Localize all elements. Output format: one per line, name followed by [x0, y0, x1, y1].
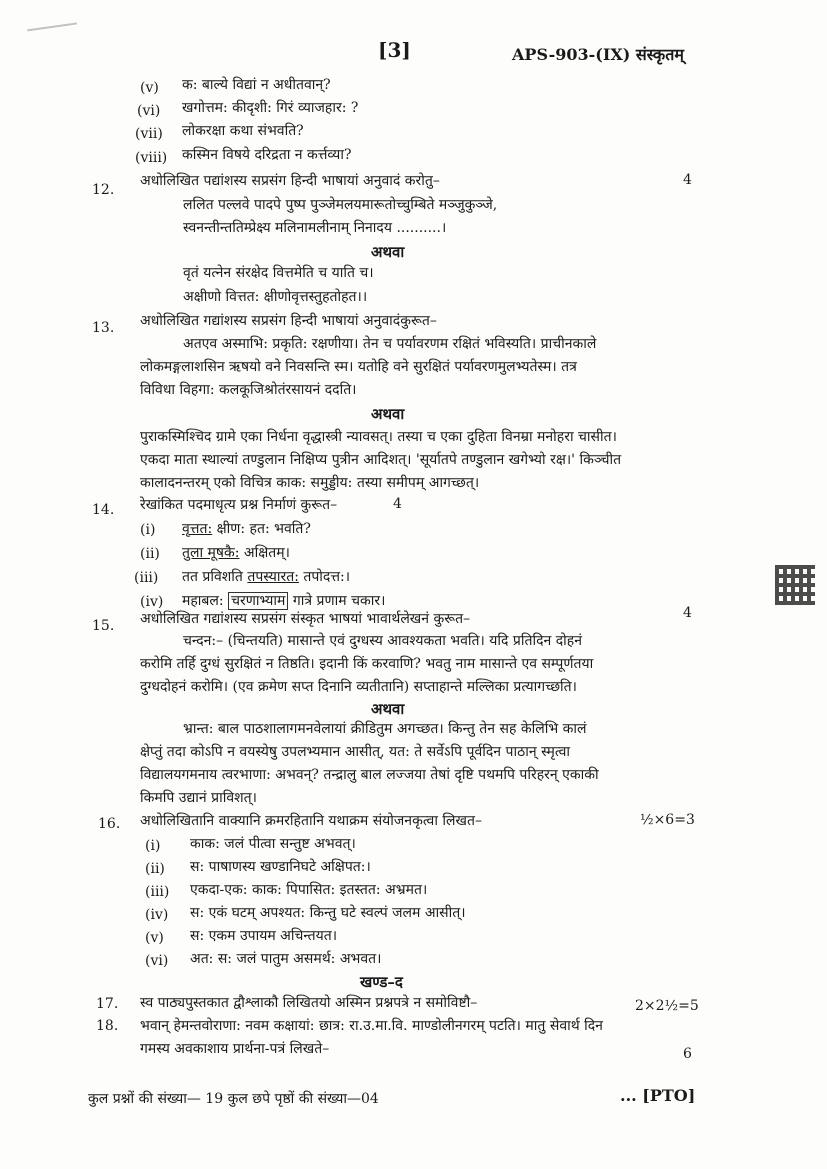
page-number: [3]: [378, 38, 411, 62]
item-num: (ii): [140, 546, 160, 562]
question-text: अधोलिखितानि वाक्यानि क्रमरहितानि यथाक्रम संयोजनकृत्वा लिखत–: [140, 813, 482, 829]
item-num: (iv): [140, 594, 164, 610]
question-number: 13.: [92, 320, 115, 336]
item-num: (ii): [145, 861, 165, 877]
passage-line: एकदा माता स्थाल्यां तण्डुलान निक्षिप्य पुत्रीन आदिशत्। 'सूर्यातपे तण्डुलान खगेभ्यो रक्ष।' किञ्चीत: [140, 452, 622, 468]
passage-line: पुराकस्मिश्चिद ग्रामे एका निर्धना वृद्धास्त्री न्यावसत्। तस्या च एका दुहिता विनम्रा मनोहरा चासीत।: [140, 429, 617, 445]
section-heading: खण्ड–द: [360, 973, 403, 991]
verse-line: स्वनन्तीन्ततिम्प्रेक्ष्य मलिनामलीनाम् निनादय ..........।: [183, 220, 447, 236]
q11-item-num: (vi): [137, 103, 161, 119]
item-text: अत: स: जलं पातुम असमर्थ: अभवत।: [190, 951, 382, 967]
q11-item-text: खगोत्तम: कीदृशी: गिरं व्याजहार: ?: [182, 100, 359, 116]
q11-item-num: (vii): [135, 126, 163, 142]
passage-line: लोकमङ्गलाशसिन ऋषयो वने निवसन्ति स्म। यतोहि वने सुरक्षितं पर्यावरणमुलभ्यतेस्म। तत्र: [140, 359, 577, 375]
marks: 2×2½=5: [635, 998, 699, 1014]
marks: ½×6=3: [640, 812, 695, 828]
item-num: (vi): [145, 953, 169, 969]
item-num: (i): [140, 522, 156, 538]
passage-line: क्षेप्तुं तदा कोऽपि न वयस्येषु उपलभ्यमान आसीत्, यत: ते सर्वेऽपि पूर्वदिन पाठान् स्मृत्वा: [140, 744, 571, 760]
question-text: रेखांकित पदमाधृत्य प्रश्न निर्माणं कुरूत–: [140, 497, 338, 513]
marks: 4: [683, 605, 692, 621]
marks: 6: [683, 1046, 692, 1062]
item-num: (iii): [134, 570, 159, 586]
question-number: 12.: [92, 182, 115, 198]
question-number: 17.: [96, 996, 119, 1012]
passage-line: करोमि तर्हि दुग्धं सुरक्षितं न तिष्ठति। इदानी किं करवाणि? भवतु नाम मासान्ते एव सम्पूर्णतया: [140, 656, 594, 672]
item-text: स: एकम उपायम अचिन्तयत।: [190, 928, 338, 944]
question-text: अधोलिखित गद्यांशस्य सप्रसंग हिन्दी भाषायां अनुवादंकुरूत–: [140, 313, 437, 329]
question-number: 15.: [92, 618, 115, 634]
qr-code: [775, 565, 815, 605]
q11-item-num: (v): [140, 80, 159, 96]
item-num: (i): [145, 838, 161, 854]
question-number: 14.: [92, 502, 115, 518]
passage-line: चन्दन:– (चिन्तयति) मासान्ते एवं दुग्धस्य आवश्यकता भवति। यदि प्रतिदिन दोहनं: [183, 633, 582, 649]
footer-counts: कुल प्रश्नों की संख्या— 19 कुल छपे पृष्ठों की संख्या—04: [88, 1091, 379, 1107]
passage-line: दुग्धदोहनं करोमि। (एव क्रमेण सप्त दिनानि व्यतीतानि) सप्ताहान्ते मल्लिका प्रत्यागच्छति।: [140, 679, 577, 695]
item-num: (iii): [145, 884, 170, 900]
verse-line: ललित पल्लवे पादपे पुष्प पुञ्जेमलयमारूतोच्चुम्बिते मञ्जुकुञ्जे,: [183, 197, 498, 213]
question-text: गमस्य अवकाशाय प्रार्थना-पत्रं लिखते–: [140, 1041, 330, 1057]
verse-line: अक्षीणो वित्तत: क्षीणोवृत्तस्तुहतोहत।।: [183, 289, 368, 305]
question-number: 16.: [98, 816, 121, 832]
question-text: भवान् हेमन्तवोराणा: नवम कक्षायां: छात्र: रा.उ.मा.वि. माण्डोलीनगरम् पटति। मातु सेवार्थ दिन: [140, 1018, 603, 1034]
item-num: (v): [145, 930, 164, 946]
question-text: स्व पाठ्यपुस्तकात द्वौश्लाकौ लिखितयो अस्मिन प्रश्नपत्रे न समोविष्टौ–: [140, 995, 478, 1011]
or-heading: अथवा: [371, 405, 405, 423]
paper-code: APS-903-(IX) संस्कृतम्: [512, 45, 684, 64]
item-text: महाबल: चरणाभ्याम गात्रे प्रणाम चकार।: [182, 593, 386, 609]
q11-item-text: क: बाल्ये विद्यां न अधीतवान्?: [182, 77, 331, 93]
q11-item-text: लोकरक्षा कथा संभवति?: [182, 123, 304, 139]
q11-item-text: कस्मिन विषये दरिद्रता न कर्त्तव्या?: [182, 147, 352, 163]
passage-line: किमपि उद्यानं प्राविशत्।: [140, 790, 257, 806]
pen-scribble: [25, 7, 77, 32]
item-text: तुला मूषकै: अक्षितम्।: [182, 545, 290, 561]
passage-line: विविधा विहगा: कलकूजिश्रोतंरसायनं ददति।: [140, 382, 357, 398]
question-number: 18.: [96, 1018, 119, 1034]
passage-line: कालादनन्तरम् एको विचित्र काक: समुड्डीय: तस्या समीपम् आगच्छत्।: [140, 475, 480, 491]
item-text: तत प्रविशति तपस्यारत: तपोदत्त:।: [182, 569, 351, 585]
question-text: अधोलिखित पद्यांशस्य सप्रसंग हिन्दी भाषायां अनुवादं करोतु–: [140, 173, 440, 189]
passage-line: भ्रान्त: बाल पाठशालागमनवेलायां क्रीडितुम अगच्छत। किन्तु तेन सह केलिभि कालं: [183, 721, 587, 737]
verse-line: वृतं यत्नेन संरक्षेद वित्तमेति च याति च।: [183, 265, 374, 281]
question-text: अधोलिखित गद्यांशस्य सप्रसंग संस्कृत भाषयां भावार्थलेखनं कुरूत–: [140, 611, 471, 627]
marks: 4: [683, 172, 692, 188]
pto-label: ... [PTO]: [620, 1086, 696, 1105]
item-text: काक: जलं पीत्वा सन्तुष्ट अभवत्।: [190, 836, 356, 852]
item-text: स: पाषाणस्य खण्डानिघटे अक्षिपत:।: [190, 859, 371, 875]
passage-line: अतएव अस्माभि: प्रकृति: रक्षणीया। तेन च पर्यावरणम रक्षितं भविस्यति। प्राचीनकाले: [183, 336, 597, 352]
or-heading: अथवा: [371, 700, 405, 718]
or-heading: अथवा: [371, 243, 405, 261]
marks: 4: [393, 496, 402, 512]
q11-item-num: (viii): [135, 150, 168, 166]
item-text: वृत्तत: क्षीण: हत: भवति?: [182, 521, 311, 537]
item-num: (iv): [145, 907, 169, 923]
item-text: स: एकं घटम् अपश्यत: किन्तु घटे स्वल्पं जलम आसीत्।: [190, 905, 466, 921]
item-text: एकदा-एक: काक: पिपासित: इतस्तत: अभ्रमत।: [190, 882, 428, 898]
passage-line: विद्यालयगमनाय त्वरभाणा: अभवन्? तन्द्रालु बाल लज्जया तेषां दृष्टि पथमपि परिहरन् एकाकी: [140, 767, 599, 783]
